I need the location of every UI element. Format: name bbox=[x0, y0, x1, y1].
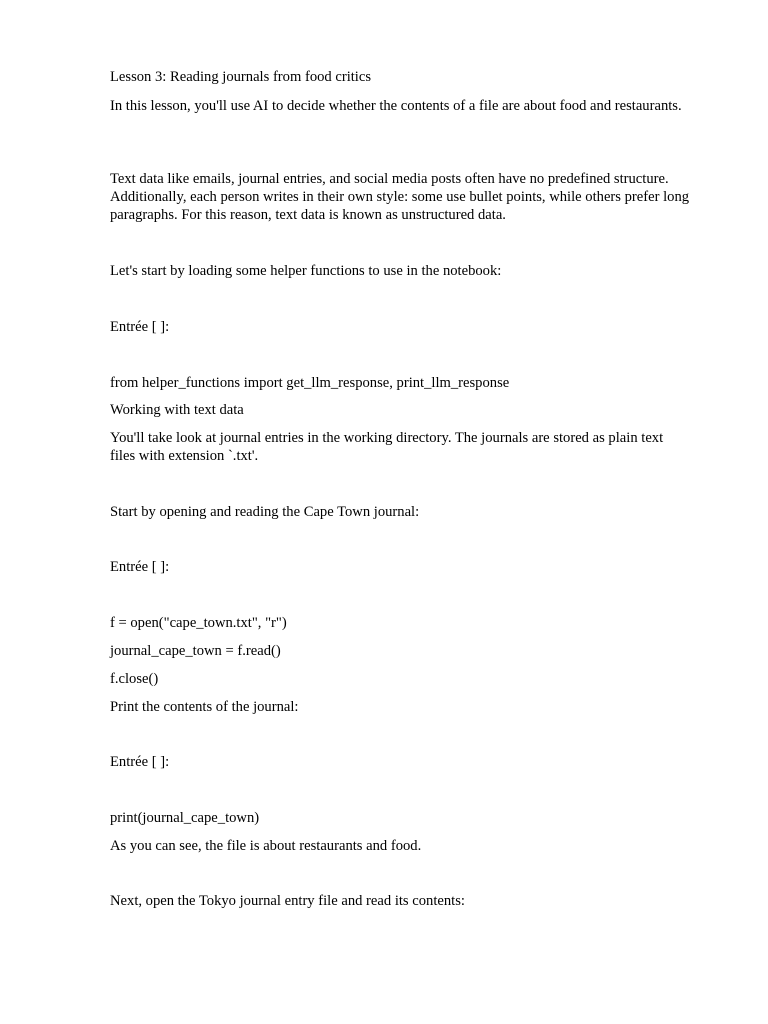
section-heading: Working with text data bbox=[110, 402, 244, 418]
tokyo-intro: Next, open the Tokyo journal entry file and read its contents: bbox=[110, 893, 465, 909]
code-import-line: from helper_functions import get_llm_response, print_llm_response bbox=[110, 375, 510, 391]
cell-prompt-1: Entrée [ ]: bbox=[110, 319, 170, 335]
unstructured-data-paragraph: Text data like emails, journal entries, and social media posts often have no predefined structure. Additionally, each person writes in their own style: some use bullet points, while others prefer long paragraphs. For this reason, text data is known as unstructured data. bbox=[110, 171, 690, 223]
cape-town-intro: Start by opening and reading the Cape Town journal: bbox=[110, 504, 420, 520]
lesson-title: Lesson 3: Reading journals from food critics bbox=[110, 69, 372, 85]
code-read-line: journal_cape_town = f.read() bbox=[110, 643, 281, 659]
print-intro: Print the contents of the journal: bbox=[110, 699, 299, 715]
code-open-line: f = open("cape_town.txt", "r") bbox=[110, 615, 287, 631]
as-you-can-see-text: As you can see, the file is about restaurants and food. bbox=[110, 838, 422, 854]
helper-functions-intro: Let's start by loading some helper functions to use in the notebook: bbox=[110, 263, 502, 279]
code-close-line: f.close() bbox=[110, 671, 159, 687]
code-print-line: print(journal_cape_town) bbox=[110, 810, 260, 826]
cell-prompt-2: Entrée [ ]: bbox=[110, 559, 170, 575]
cell-prompt-3: Entrée [ ]: bbox=[110, 754, 170, 770]
journals-paragraph: You'll take look at journal entries in the working directory. The journals are stored as plain text files with extension `.txt'. bbox=[110, 430, 664, 464]
intro-paragraph: In this lesson, you'll use AI to decide whether the contents of a file are about food and restaurants. bbox=[110, 98, 682, 114]
